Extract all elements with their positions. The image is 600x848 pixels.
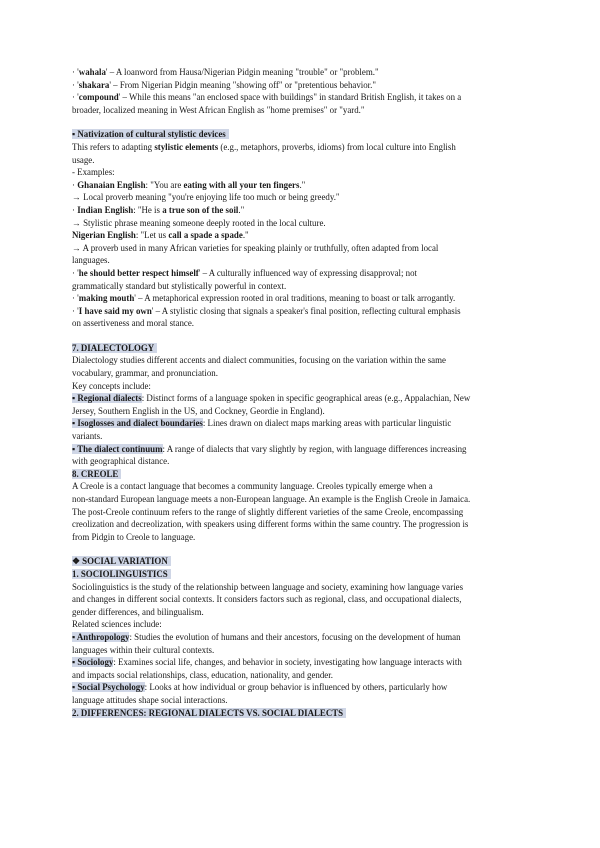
- paragraph-line: and impacts social relationships, class, education, nationality, and gender.: [72, 669, 333, 680]
- paragraph-line: variants.: [72, 431, 103, 442]
- emphasis: call a spade a spade: [168, 230, 243, 241]
- text: : "You are: [145, 179, 184, 190]
- paragraph-line: Jersey, Southern English in the US, and Cockney, Geordie in England).: [72, 405, 325, 416]
- emphasis: making mouth: [78, 293, 135, 304]
- paragraph-line: from Pidgin to Creole to language.: [72, 531, 196, 542]
- nativization-intro-cont: usage.: [72, 154, 95, 165]
- sociolinguistics-heading: [72, 568, 540, 581]
- nativization-intro: [72, 141, 540, 154]
- paragraph-line: Dialectology studies different accents and dialect communities, focusing on the variation within the same: [72, 355, 446, 366]
- concept-label: ▪ Isoglosses and dialect boundaries: [72, 418, 203, 429]
- text: ' – A metaphorical expression rooted in oral traditions, meaning to boast or talk arrogantly.: [134, 293, 456, 304]
- loanword-shakara: [72, 79, 540, 92]
- bullet: · ': [72, 267, 79, 278]
- science-anthropology: [72, 631, 540, 644]
- paragraph-line: and changes in different social contexts. It considers factors such as regional, class, and occupational dialects,: [72, 594, 462, 605]
- concept-dialect-continuum: [72, 443, 540, 456]
- document-page: [72, 66, 540, 719]
- paragraph-line: with geographical distance.: [72, 456, 170, 467]
- loanword-compound-cont: broader, localized meaning in West African English as "home premises" or "yard.": [72, 104, 365, 115]
- paragraph-line: Key concepts include:: [72, 380, 151, 391]
- concept-label: ▪ Regional dialects: [72, 393, 142, 404]
- text: .": [242, 230, 249, 241]
- variety-label: Ghanaian English: [77, 179, 146, 190]
- paragraph-line: languages within their cultural contexts.: [72, 644, 215, 655]
- science-sociology: [72, 656, 540, 669]
- text: : Studies the evolution of humans and their ancestors, focusing on the development of human: [129, 631, 461, 642]
- bullet: ·: [72, 179, 78, 190]
- text: .": [299, 179, 306, 190]
- heading-text: 1. SOCIOLINGUISTICS: [72, 569, 171, 579]
- text: This refers to adapting: [72, 141, 155, 152]
- differences-heading: [72, 707, 540, 720]
- paragraph-line: gender differences, and bilingualism.: [72, 606, 204, 617]
- emphasis: eating with all your ten fingers: [183, 179, 300, 190]
- bullet: · ': [72, 79, 79, 90]
- definition: ' – While this means "an enclosed space with buildings" in standard British English, it takes on a: [118, 92, 462, 103]
- text: : Lines drawn on dialect maps marking areas with particular linguistic: [202, 418, 452, 429]
- science-label: ▪ Sociology: [72, 657, 114, 668]
- example-respect-himself-cont: grammatically standard but stylistically powerful in context.: [72, 280, 287, 291]
- text: : Examines social life, changes, and behavior in society, investigating how language interacts with: [113, 657, 462, 668]
- heading-text: ▪ Nativization of cultural stylistic devices: [72, 129, 229, 139]
- concept-regional-dialects: [72, 392, 540, 405]
- text: (e.g., metaphors, proverbs, idioms) from local culture into English: [218, 141, 456, 152]
- loanword-compound: [72, 91, 540, 104]
- heading-text: 7. DIALECTOLOGY: [72, 343, 157, 353]
- definition: ' – A loanword from Hausa/Nigerian Pidgin meaning "trouble" or "problem.": [105, 67, 379, 77]
- paragraph-line: The post-Creole continuum refers to the range of slightly different varieties of the same Creole, encompassing: [72, 506, 464, 517]
- heading-text: 2. DIFFERENCES: REGIONAL DIALECTS VS. SOCIAL DIALECTS: [72, 708, 346, 718]
- example-nigerian-note-cont: languages.: [72, 255, 110, 266]
- science-label: ▪ Anthropology: [72, 631, 130, 642]
- text: : "Let us: [135, 230, 169, 241]
- social-variation-heading: [72, 555, 540, 568]
- concept-label: ▪ The dialect continuum: [72, 443, 163, 454]
- example-ghanaian-note: → Local proverb meaning "you're enjoying life too much or being greedy.": [72, 192, 340, 203]
- science-label: ▪ Social Psychology: [72, 682, 145, 693]
- paragraph-line: creolization and decreolization, with speakers using different forms within the same country. The progression is: [72, 519, 469, 530]
- text: : "He is: [133, 204, 163, 215]
- examples-label: - Examples:: [72, 167, 115, 178]
- paragraph-line: non-standard European language meets a non-European language. An example is the English Creole in Jamaica.: [72, 494, 471, 504]
- creole-heading: [72, 468, 540, 481]
- bullet: · ': [72, 67, 79, 77]
- text: .": [238, 204, 245, 215]
- emphasis: a true son of the soil: [162, 204, 239, 215]
- paragraph-line: vocabulary, grammar, and pronunciation.: [72, 368, 218, 379]
- term: compound: [78, 92, 119, 103]
- text: ' – A stylistic closing that signals a speaker's final position, reflecting cultural emphasis: [151, 305, 461, 316]
- nativization-heading: [72, 128, 540, 141]
- text: : A range of dialects that vary slightly by region, with language differences increasing: [162, 443, 467, 454]
- paragraph-line: language attitudes shape social interactions.: [72, 694, 228, 705]
- variety-label: Nigerian English: [72, 230, 136, 241]
- text: : Distinct forms of a language spoken in specific geographical areas (e.g., Appalachian, New: [141, 393, 471, 404]
- paragraph-line: Sociolinguistics is the study of the relationship between language and society, examining how language varies: [72, 581, 464, 592]
- example-said-my-own: [72, 305, 540, 318]
- variety-label: Indian English: [77, 204, 134, 215]
- bullet: · ': [72, 305, 79, 316]
- example-respect-himself: [72, 267, 540, 280]
- heading-text: 8. CREOLE: [72, 469, 121, 479]
- example-making-mouth: [72, 292, 540, 305]
- example-nigerian-note: → A proverb used in many African varieties for speaking plainly or truthfully, often adapted from local: [72, 242, 439, 253]
- emphasis: stylistic elements: [154, 141, 219, 152]
- example-indian: [72, 204, 540, 217]
- term: shakara: [78, 79, 110, 90]
- loanword-wahala: [72, 66, 540, 79]
- emphasis: I have said my own: [78, 305, 152, 316]
- dialectology-heading: [72, 342, 540, 355]
- bullet: · ': [72, 293, 79, 304]
- example-ghanaian: [72, 179, 540, 192]
- definition: ' – From Nigerian Pidgin meaning "showing off" or "pretentious behavior.": [109, 79, 376, 90]
- text: ' – A culturally influenced way of expressing disapproval; not: [198, 267, 417, 278]
- text: : Looks at how individual or group behavior is influenced by others, particularly how: [144, 682, 448, 693]
- example-indian-note: → Stylistic phrase meaning someone deeply rooted in the local culture.: [72, 217, 326, 228]
- term: wahala: [78, 67, 106, 77]
- example-nigerian: [72, 229, 540, 242]
- science-social-psychology: [72, 681, 540, 694]
- emphasis: he should better respect himself: [78, 267, 199, 278]
- concept-isoglosses: [72, 417, 540, 430]
- paragraph-line: A Creole is a contact language that becomes a community language. Creoles typically emerge when a: [72, 481, 433, 492]
- bullet: ·: [72, 204, 78, 215]
- bullet: · ': [72, 92, 79, 103]
- paragraph-line: Related sciences include:: [72, 619, 162, 630]
- example-said-my-own-cont: on assertiveness and moral stance.: [72, 318, 194, 329]
- heading-text: ❖ SOCIAL VARIATION: [72, 556, 171, 566]
